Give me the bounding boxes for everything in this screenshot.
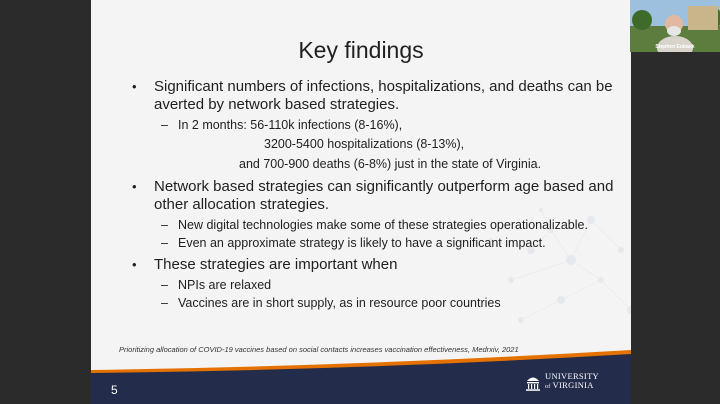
bullet-glyph: • bbox=[132, 179, 137, 194]
logo-line-university: UNIVERSITY bbox=[545, 371, 599, 381]
sub-bullet-continuation: 3200-5400 hospitalizations (8-13%), bbox=[264, 137, 465, 151]
sub-bullet-item bbox=[129, 116, 619, 134]
sub-bullet-text: Even an approximate strategy is likely to have a significant impact. bbox=[178, 236, 546, 250]
logo-line-virginia: VIRGINIA bbox=[552, 380, 594, 390]
bullet-glyph: • bbox=[132, 79, 137, 94]
bullet-text: These strategies are important when bbox=[154, 256, 398, 273]
sub-bullet-item bbox=[129, 294, 619, 312]
bullet-item bbox=[129, 178, 619, 214]
presentation-slide bbox=[91, 0, 631, 404]
bullet-item bbox=[129, 78, 619, 114]
dash-glyph: – bbox=[161, 118, 168, 132]
dash-glyph: – bbox=[161, 218, 168, 232]
bullet-list bbox=[129, 78, 619, 312]
dash-glyph: – bbox=[161, 278, 168, 292]
participant-name-label: Stephen Eubank bbox=[655, 44, 695, 50]
bullet-item bbox=[129, 256, 619, 274]
citation-text: Prioritizing allocation of COVID-19 vaccines based on social contacts increases vaccination effectiveness, Medrxiv, 2021 bbox=[119, 345, 519, 354]
sub-bullet-text: Vaccines are in short supply, as in resource poor countries bbox=[178, 296, 501, 310]
bullet-text: Significant numbers of infections, hospitalizations, and deaths can be averted by network based strategies. bbox=[154, 78, 613, 113]
sub-bullet-item bbox=[129, 234, 619, 252]
slide-page-number: 5 bbox=[111, 383, 118, 397]
sub-bullet-text: New digital technologies make some of these strategies operationalizable. bbox=[178, 218, 588, 232]
sub-bullet-item bbox=[129, 276, 619, 294]
dash-glyph: – bbox=[161, 236, 168, 250]
sub-bullet-continuation: and 700-900 deaths (6-8%) just in the state of Virginia. bbox=[239, 157, 542, 171]
participant-video-thumbnail[interactable] bbox=[630, 0, 720, 52]
bullet-text: Network based strategies can significantly outperform age based and other allocation strategies. bbox=[154, 178, 614, 213]
sub-bullet-item bbox=[129, 216, 619, 234]
rotunda-icon bbox=[525, 373, 541, 391]
sub-bullet-text: In 2 months: 56-110k infections (8-16%), bbox=[178, 118, 403, 132]
university-logo bbox=[525, 372, 599, 392]
slide-title: Key findings bbox=[298, 37, 424, 63]
logo-of: of bbox=[545, 384, 551, 390]
dash-glyph: – bbox=[161, 296, 168, 310]
sub-bullet-text: NPIs are relaxed bbox=[178, 278, 272, 292]
bullet-glyph: • bbox=[132, 257, 137, 272]
